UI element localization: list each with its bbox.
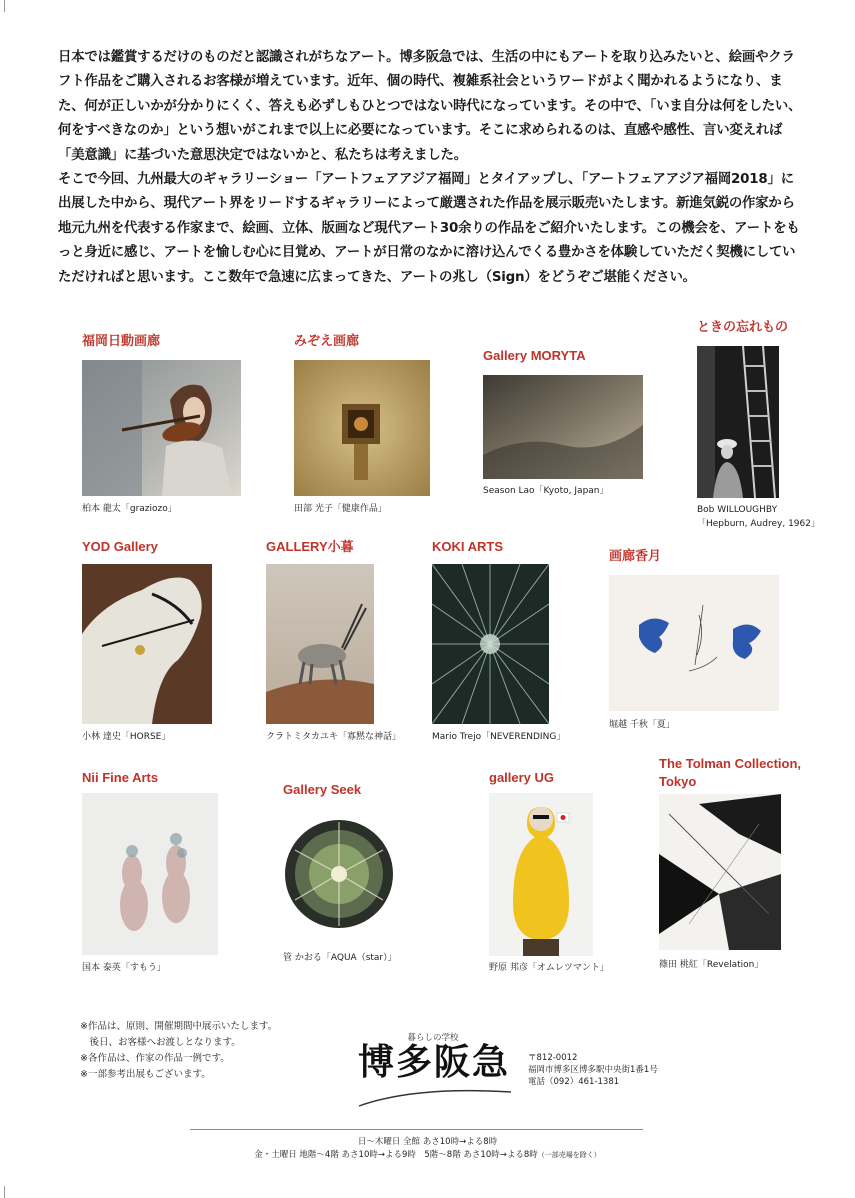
artwork-caption: 管 かおる「AQUA（star）」 (283, 953, 397, 963)
gallery-name: 画廊香月 (609, 548, 662, 563)
store-logo: 博多阪急 (358, 1041, 511, 1083)
artwork-image (432, 564, 549, 724)
gallery-fukuoka-nichido (82, 333, 242, 518)
artwork-image (483, 375, 643, 479)
gallery-name: The Tolman Collection, (659, 756, 802, 771)
note-item: ※一部参考出展もございます。 (80, 1069, 211, 1080)
artwork-image (82, 360, 241, 496)
artwork-caption: Bob WILLOUGHBY (697, 505, 778, 515)
artwork-caption: 野原 邦彦「オムレツマント」 (489, 963, 609, 973)
artwork-image (489, 793, 593, 956)
artwork-image (697, 346, 779, 498)
artwork-caption: 田部 光子「健康作品」 (294, 504, 387, 514)
logo-swoosh-icon (355, 1084, 515, 1110)
artwork-image (659, 794, 781, 950)
hours-weekend (0, 1148, 855, 1160)
artwork-image (266, 564, 374, 724)
gallery-seek (283, 782, 433, 972)
store-postal: 〒812-0012 (528, 1053, 578, 1063)
artwork-image (609, 575, 779, 711)
intro-paragraph-1: 日本では鑑賞するだけのものだと認識されがちなアート。博多阪急では、生活の中にもアートを取り込みたいと、絵画やクラフト作品をご購入されるお客様が増えています。近年、個の時代、複雑系社会というワードがよく聞かれるようになり、また、何が正しいかが分かりにくく、答えも必ずしもひとつではない時代になっています。その中で、「いま自分は何をしたい、何をすべきなのか」という想いがこれまで以上に必要になっています。そこに求められるのは、直感や感性、言い変えれば「美意識」に基づいた意思決定ではないかと、私たちは考えました。 (58, 50, 802, 163)
artwork-caption: 柏本 龍太「graziozo」 (82, 504, 177, 514)
intro-text (58, 46, 803, 290)
notes-list (80, 1019, 330, 1083)
crop-mark-bottom (4, 1186, 5, 1198)
gallery-kogure (266, 539, 416, 744)
gallery-name: YOD Gallery (82, 539, 158, 554)
hours-weekday: 日～木曜日 全館 あさ10時→よる8時 (357, 1137, 498, 1147)
store-address (528, 1052, 658, 1088)
gallery-yod (82, 539, 222, 744)
gallery-name: 福岡日動画廊 (82, 333, 161, 348)
divider (190, 1129, 643, 1130)
gallery-name: ときの忘れもの (697, 319, 789, 334)
store-tagline: 暮らしの学校 (407, 1033, 459, 1043)
gallery-toki-no-wasuremono (697, 319, 837, 534)
artwork-caption: クラトミタカユキ「寡黙な神話」 (266, 732, 402, 742)
gallery-mizoe (294, 333, 434, 518)
artwork-caption-title: 「Hepburn, Audrey, 1962」 (697, 519, 820, 529)
note-item: 後日、お客様へお渡しとなります。 (80, 1037, 241, 1048)
hours-weekend-text: 金・土曜日 地階～4階 あさ10時→よる9時 5階～8階 あさ10時→よる8時 (254, 1150, 538, 1160)
gallery-name-line-2: Tokyo (659, 774, 697, 789)
gallery-kazuki (609, 548, 789, 738)
gallery-name: KOKI ARTS (432, 539, 504, 554)
gallery-tolman-collection (659, 756, 829, 976)
gallery-name: Gallery MORYTA (483, 348, 586, 363)
store-phone: 電話（092）461-1381 (528, 1077, 620, 1087)
gallery-name: GALLERY小暮 (266, 539, 354, 554)
artwork-caption: 小林 達史「HORSE」 (82, 732, 171, 742)
artwork-image (283, 804, 395, 944)
gallery-moryta (483, 348, 653, 498)
note-item: ※作品は、原則、開催期間中展示いたします。 (80, 1021, 278, 1032)
gallery-nii-fine-arts (82, 770, 222, 980)
artwork-caption: Season Lao「Kyoto, Japan」 (483, 486, 609, 496)
store-street: 福岡市博多区博多駅中央街1番1号 (528, 1065, 658, 1075)
artwork-caption: 篠田 桃紅「Revelation」 (659, 960, 764, 970)
artwork-image (294, 360, 430, 496)
gallery-name: Nii Fine Arts (82, 770, 159, 785)
hours-weekend-note: （一部売場を除く） (537, 1151, 601, 1159)
gallery-ug (489, 770, 639, 980)
gallery-name: Gallery Seek (283, 782, 362, 797)
artwork-image (82, 793, 218, 955)
artwork-image (82, 564, 212, 724)
gallery-name: gallery UG (489, 770, 555, 785)
artwork-caption: 国本 泰英「すもう」 (82, 963, 166, 973)
note-item: ※各作品は、作家の作品一例です。 (80, 1053, 230, 1064)
gallery-koki-arts (432, 539, 582, 744)
artwork-caption: 堀越 千秋「夏」 (609, 720, 675, 730)
artwork-caption: Mario Trejo「NEVERENDING」 (432, 732, 566, 742)
gallery-name: みぞえ画廊 (294, 333, 360, 348)
intro-paragraph-2: そこで今回、九州最大のギャラリーショー「アートフェアアジア福岡」とタイアップし、「アートフェアアジア福岡2018」に出展した中から、現代アート界をリードするギャラリーによって厳選された作品を展示販売いたします。新進気鋭の作家から地元九州を代表する作家まで、絵画、立体、版画など現代アート30余りの作品をご紹介いたします。この機会を、アートをもっと身近に感じ、アートを愉しむ心に目覚め、アートが日常のなかに溶け込んでくる豊かさを体験していただく契機にしていただければと思います。ここ数年で急速に広まってきた、アートの兆し（Sign）をどうぞご堪能ください。 (58, 172, 800, 285)
crop-mark-top (4, 0, 5, 12)
